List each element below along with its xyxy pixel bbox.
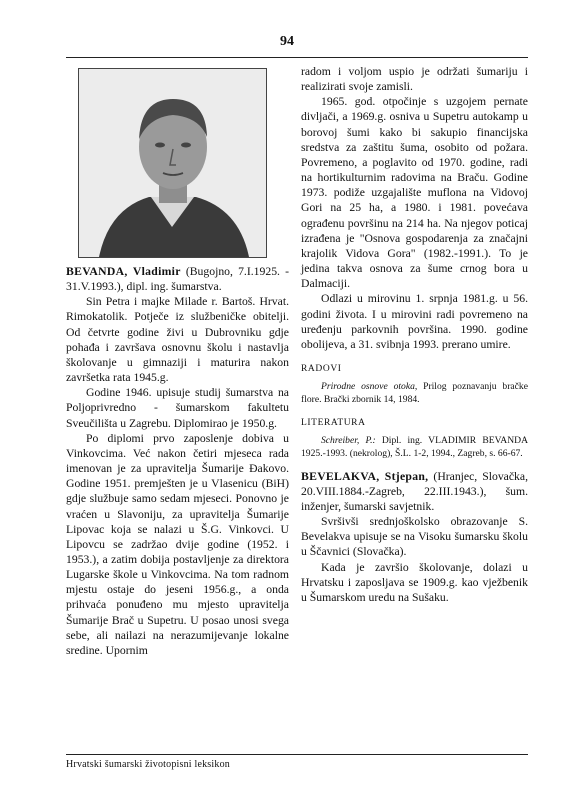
portrait-photo-icon bbox=[79, 69, 266, 257]
paragraph: Sin Petra i majke Milade r. Bartoš. Hrvat. Rimokatolik. Potječe iz službeničke obitelji. Od četvrte godine živi u Dubrovniku gdje pohađa i završava osnovnu školu i nastavlja školovanje u gimnaziji i maturira nakon završetka rata 1945.g. bbox=[66, 295, 289, 385]
entry-name: BEVELAKVA, Stjepan, bbox=[301, 469, 429, 483]
entry-name: BEVANDA, Vladimir bbox=[66, 265, 181, 278]
paragraph: Kada je završio školovanje, dolazi u Hrvatsku i zaposljava se 1909.g. kao vježbenik u Šumarskom uredu na Sušaku. bbox=[301, 560, 528, 604]
literature-author: Schreiber, P.: bbox=[321, 435, 376, 447]
header-rule bbox=[66, 57, 528, 58]
paragraph: Godine 1946. upisuje studij šumarstva na Poljoprivredno - šumarskom fakultetu Sveučilišta u Zagrebu. Diplomirao je 1950.g. bbox=[66, 386, 289, 430]
paragraph: 1965. god. otpočinje s uzgojem pernate divljači, a 1969.g. osniva u Supetru autokamp u borovoj šumi kako bi sakupio financijska sredstva za zaštitu šuma, osobito od požara. Povremeno, a poglavito od 1970. godine, radi na hortikulturnim radovima na Braču. Godine 1973. podiže uzgajalište muflona na Vidovoj Gori na 25 ha, a 1980. i 1981. povećava ograđenu površinu na 214 ha. Na njegov poticaj izrađena je "Osnova gospodarenja za značajni krajolik Vidova Gora" (1982.-1991.). To je jedina takva osnova za šume crnog bora u Dalmaciji. bbox=[301, 95, 528, 291]
entry-head-details: (Bugojno, 7.I.1925. - 31.V.1993.), dipl. ing. šumarstva. bbox=[66, 265, 290, 294]
paragraph: Odlazi u mirovinu 1. srpnja 1981.g. u 56. godini života. I u mirovini radi povremeno na uređenju parkovnih površina. 1990. godine obolijeva, a 31. svibnja 1993. prerano umire. bbox=[301, 292, 528, 351]
section-heading-literatura: LITERATURA bbox=[301, 418, 366, 429]
paragraph-continued: radom i voljom uspio je održati šumariju i realizirati svoje zamisli. bbox=[301, 65, 528, 94]
portrait-photo bbox=[78, 68, 267, 258]
literature-list bbox=[301, 435, 528, 460]
footer-rule bbox=[66, 754, 528, 755]
works-list bbox=[301, 381, 528, 406]
left-column bbox=[66, 264, 289, 658]
work-details: , Prilog poznavanju bračke flore. Brački zbornik 14, 1984. bbox=[301, 381, 528, 405]
entry-heading-bevanda bbox=[66, 264, 289, 294]
page-number: 94 bbox=[280, 34, 294, 49]
work-title: Prirodne osnove otoka bbox=[321, 381, 415, 393]
paragraph: Svršivši srednjoškolsko obrazovanje S. Bevelakva upisuje se na Visoku šumarsku školu u Ščavnici (Slovačka). bbox=[301, 515, 528, 559]
right-column bbox=[301, 64, 528, 605]
entry-heading-bevelakva bbox=[301, 469, 528, 514]
literature-details: Dipl. ing. VLADIMIR BEVANDA 1925.-1993. (nekrolog), Š.L. 1-2, 1994., Zagreb, s. 66-67. bbox=[301, 435, 528, 460]
footer-title: Hrvatski šumarski životopisni leksikon bbox=[66, 759, 230, 770]
section-heading-radovi: RADOVI bbox=[301, 363, 342, 374]
paragraph: Po diplomi prvo zaposlenje dobiva u Vinkovcima. Već nakon četiri mjeseca rada imenovan je za upravitelja Šumarije Đakovo. Godine 1951. premješten je u Vlasenicu (BiH) gdje službuje samo sedam mjeseci. Ponovno je vraćen u Slavoniju, za upravitelja Šumarije Lipovac koja se nalazi u Š.G. Vinkovci. U Lipovcu se zadržao dvije godine (1952. i 1953.), a zatim dobija postavljenje za direktora Lugarske škole u Vinkovcima. Na tom radnom mjestu ostaje do jeseni 1956.g., a onda prihvaća ponuđeno mu mjesto upravitelja Šumarije Brač u Supetru. U posao unosi svega sebe, ali nailazi na nerazumijevanje lokalne sredine. Upornim bbox=[66, 431, 289, 657]
entry-head-details: (Hranjec, Slovačka, 20.VIII.1884.-Zagreb, 22.III.1943.), šum. inženjer, šumarski savjetnik. bbox=[301, 469, 528, 513]
